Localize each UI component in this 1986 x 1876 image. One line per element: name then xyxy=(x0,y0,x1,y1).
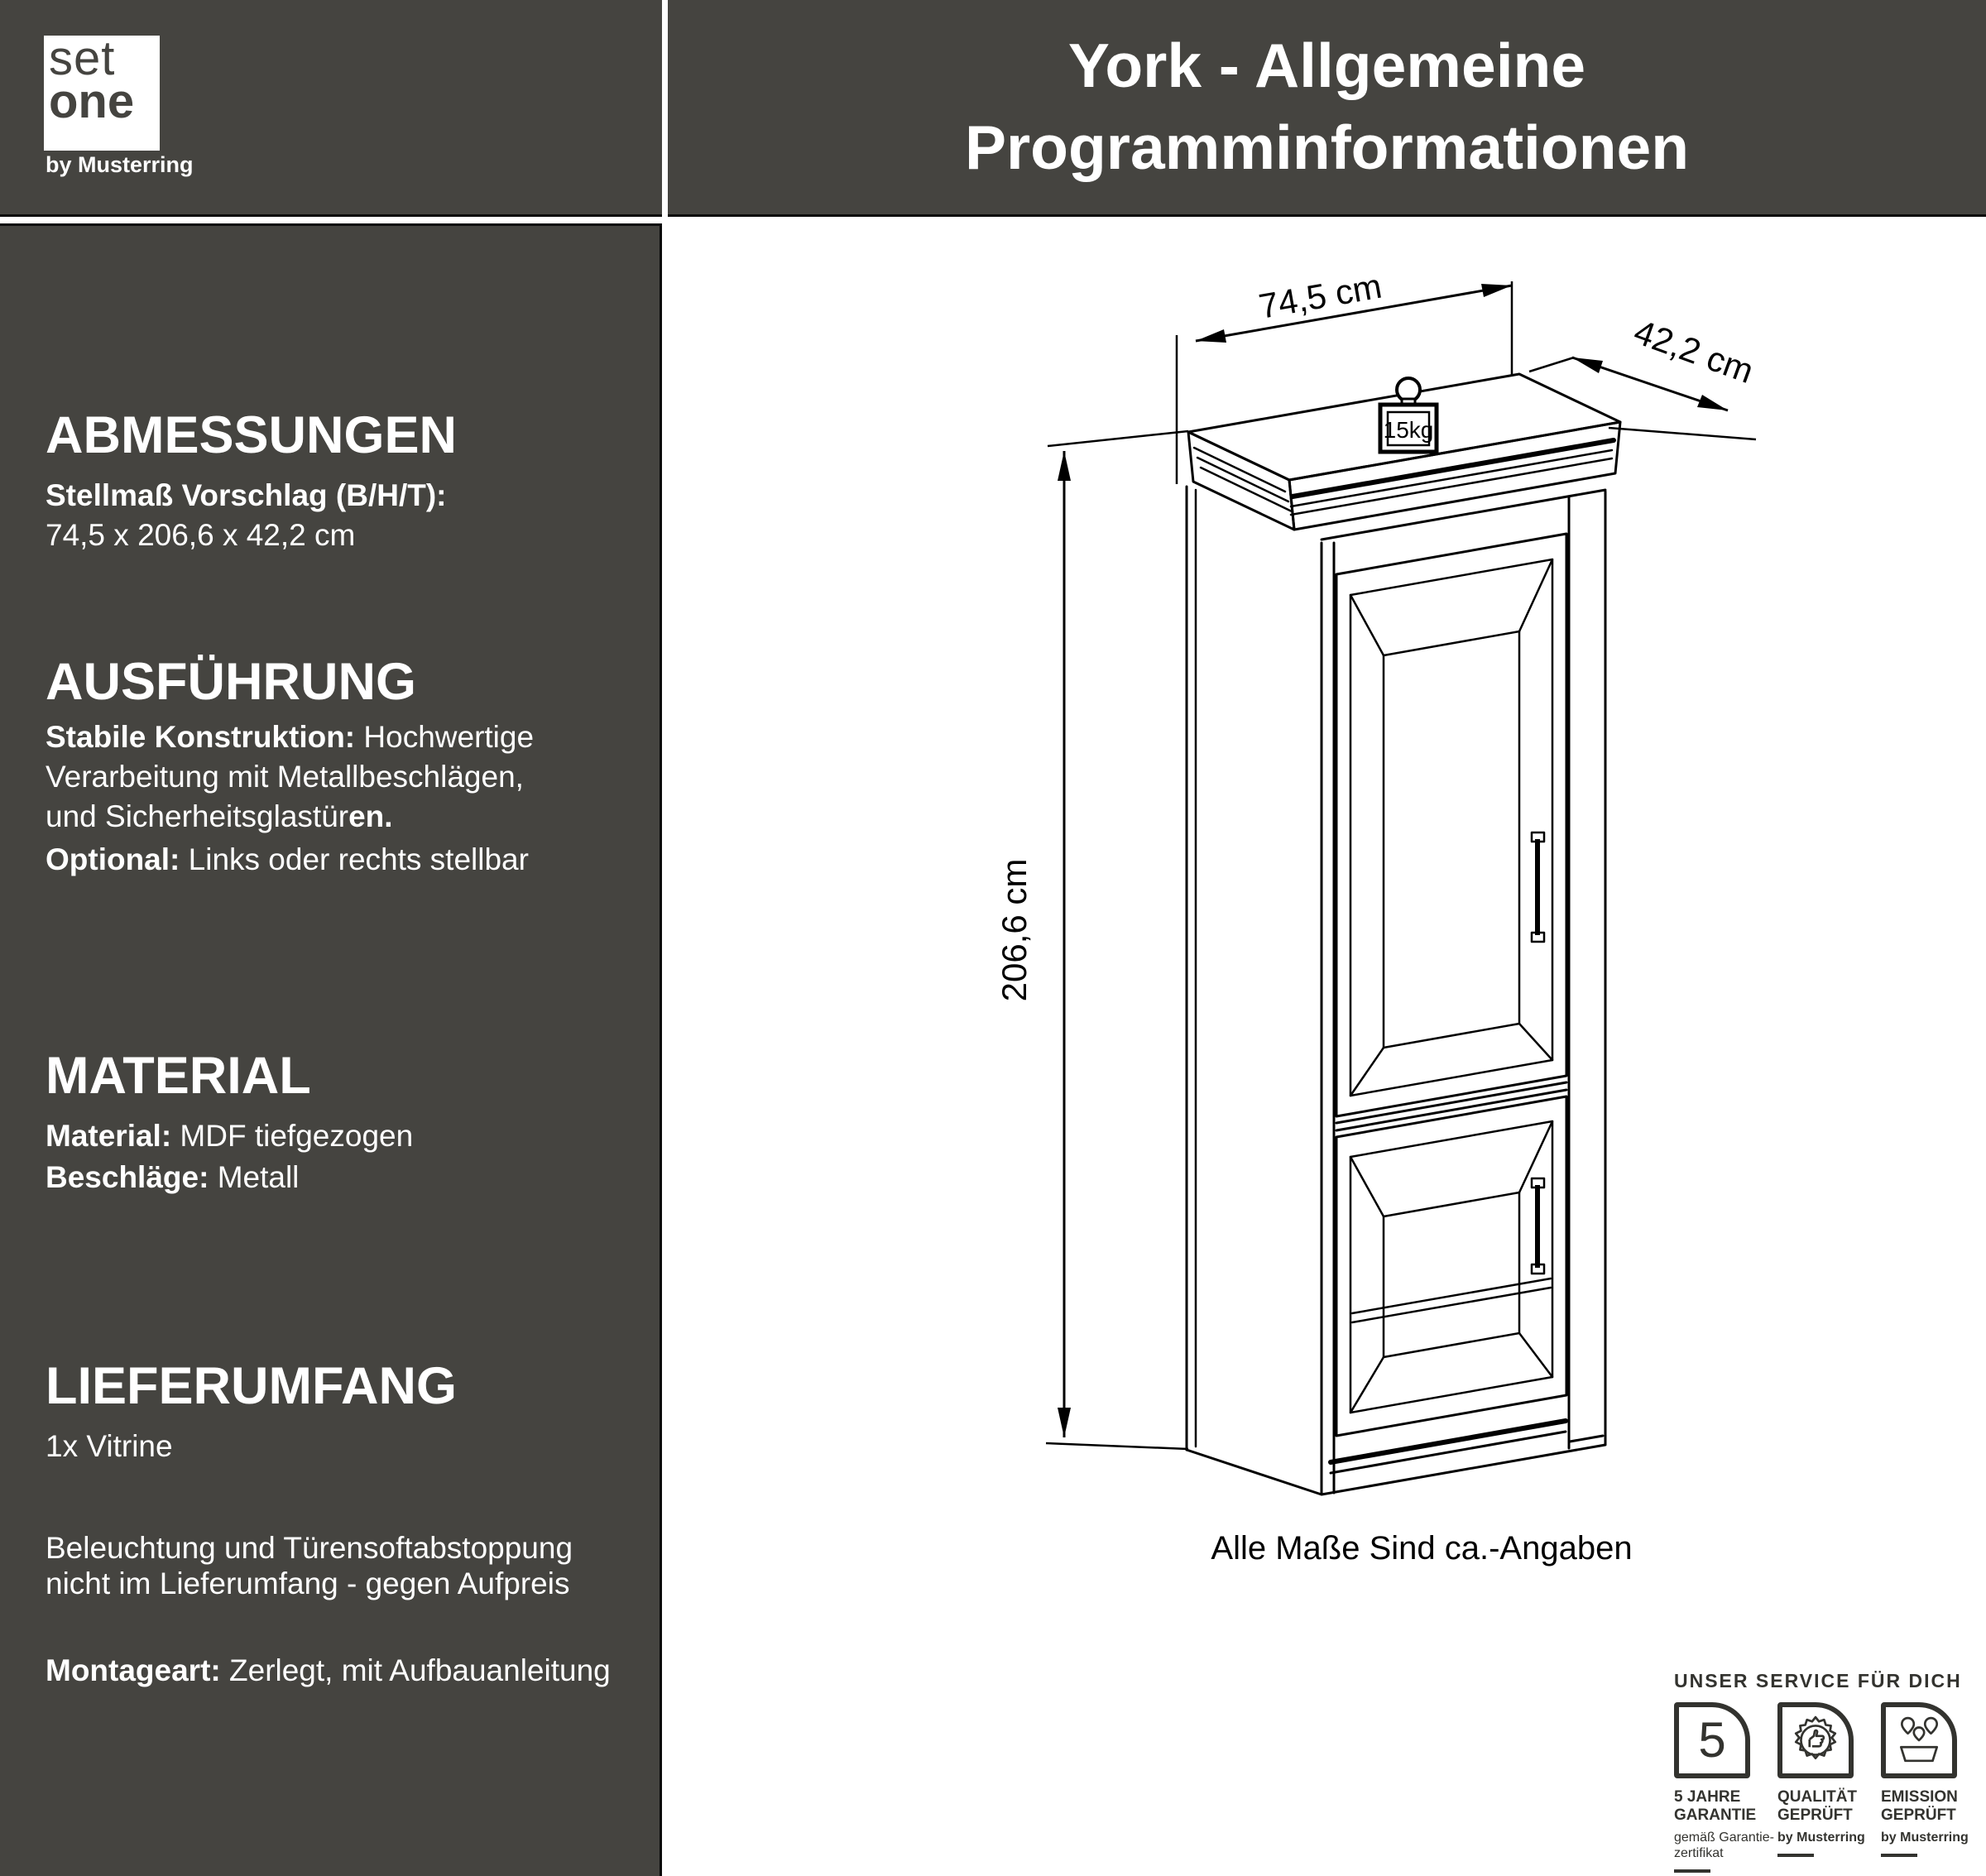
cabinet-dimension-diagram xyxy=(670,222,1986,1711)
spec-line: Beschläge: Metall xyxy=(46,1160,300,1194)
service-items xyxy=(1674,1702,1982,1876)
spec-line: Verarbeitung mit Metallbeschlägen, xyxy=(46,760,524,794)
section-heading-material: MATERIAL xyxy=(46,1047,311,1105)
height-dim-label: 206,6 cm xyxy=(995,858,1034,1002)
header-title-panel xyxy=(668,0,1986,217)
height-dimension xyxy=(1046,431,1188,1449)
spec-line: Material: MDF tiefgezogen xyxy=(46,1119,414,1153)
service-sublabel: gemäß Garantie- xyxy=(1674,1830,1774,1845)
quality-badge-thumbsup-icon xyxy=(1777,1702,1854,1778)
width-dimension xyxy=(1177,281,1512,484)
page-title-line1: York - Allgemeine xyxy=(1067,31,1586,100)
page-title-line2: Programminformationen xyxy=(964,113,1690,182)
drawing-caption: Alle Maße Sind ca.-Angaben xyxy=(1211,1530,1633,1567)
service-item-garantie xyxy=(1674,1702,1775,1873)
service-sublabel: by Musterring xyxy=(1881,1830,1969,1845)
service-label: 5 JAHRE xyxy=(1674,1788,1741,1806)
section-heading-abmessungen: ABMESSUNGEN xyxy=(46,406,458,464)
spec-line: Stellmaß Vorschlag (B/H/T): xyxy=(46,478,447,512)
header-left-panel xyxy=(0,0,662,217)
page-title xyxy=(668,25,1986,189)
spec-line: Beleuchtung und Türensoftabstoppung xyxy=(46,1531,573,1565)
weight-label: 15kg xyxy=(1383,417,1434,443)
logo-byline: by Musterring xyxy=(46,152,194,177)
service-underline xyxy=(1881,1854,1917,1857)
service-sublabel: by Musterring xyxy=(1777,1830,1865,1845)
service-heading: UNSER SERVICE FÜR DICH xyxy=(1674,1670,1962,1691)
setone-logo xyxy=(44,31,160,151)
spec-line: und Sicherheitsglastüren. xyxy=(46,799,393,833)
service-label: GEPRÜFT xyxy=(1881,1806,1956,1824)
cabinet-line-art xyxy=(1187,374,1620,1495)
logo-text-set: set xyxy=(49,31,116,85)
service-underline xyxy=(1674,1869,1710,1873)
spec-line: 74,5 x 206,6 x 42,2 cm xyxy=(46,518,356,552)
service-underline xyxy=(1777,1854,1814,1857)
service-section xyxy=(1674,1670,1982,1876)
spec-line: 1x Vitrine xyxy=(46,1429,173,1463)
section-heading-lieferumfang: LIEFERUMFANG xyxy=(46,1357,457,1415)
section-heading-ausfuehrung: AUSFÜHRUNG xyxy=(46,653,416,711)
five-year-warranty-icon: 5 xyxy=(1674,1702,1750,1778)
spec-line: Optional: Links oder rechts stellbar xyxy=(46,842,529,876)
service-label: GARANTIE xyxy=(1674,1806,1757,1824)
service-item-emission xyxy=(1881,1702,1982,1857)
logo-text-one: one xyxy=(49,74,135,128)
spec-line: Montageart: Zerlegt, mit Aufbauanleitung xyxy=(46,1653,611,1687)
depth-dim-label: 42,2 cm xyxy=(1629,311,1759,391)
emission-pins-mat-icon xyxy=(1881,1702,1957,1778)
service-label: EMISSION xyxy=(1881,1788,1958,1806)
service-sublabel: zertifikat xyxy=(1674,1846,1724,1860)
spec-line: Stabile Konstruktion: Hochwertige xyxy=(46,720,535,754)
service-label: GEPRÜFT xyxy=(1777,1806,1853,1824)
service-item-qualitaet xyxy=(1777,1702,1878,1857)
service-label: QUALITÄT xyxy=(1777,1788,1858,1806)
width-dim-label: 74,5 cm xyxy=(1255,266,1385,326)
spec-line: nicht im Lieferumfang - gegen Aufpreis xyxy=(46,1567,570,1600)
door-handles xyxy=(1532,832,1544,1274)
